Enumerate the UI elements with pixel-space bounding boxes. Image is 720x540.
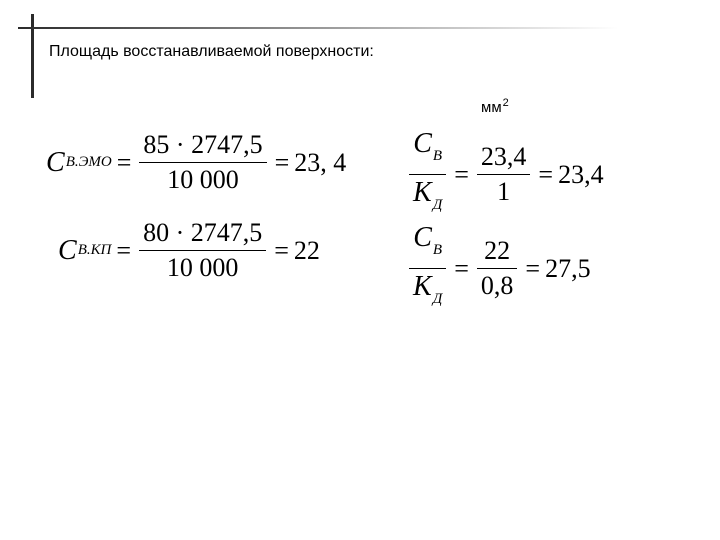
unit-text: мм [481, 99, 502, 116]
eq2-subscript: В.КП [77, 242, 112, 258]
unit-superscript: 2 [502, 97, 509, 109]
eq3-symbol-fraction [409, 128, 446, 221]
eq3-den-subscript: Д [432, 197, 443, 213]
eq3-equals: = [454, 159, 469, 189]
eq3-symbol-numerator [409, 128, 446, 174]
eq1-result: 23, 4 [294, 147, 347, 177]
eq1-fraction [139, 130, 266, 195]
eq4-denominator: 0,8 [477, 268, 518, 301]
eq3-fraction [477, 142, 531, 207]
eq4-numerator: 22 [484, 236, 511, 265]
eq4-num-symbol: C [413, 222, 432, 253]
unit-label [481, 97, 509, 116]
eq4-num-subscript: В [432, 242, 443, 258]
eq3-den-symbol: K [413, 177, 432, 208]
eq3-num-symbol: C [413, 128, 432, 159]
equation-c-v-emo [46, 130, 346, 195]
eq4-symbol-fraction [409, 222, 446, 315]
eq4-equals-result: = [525, 253, 541, 283]
eq1-equals: = [116, 147, 132, 177]
eq2-equals-result: = [274, 235, 289, 265]
eq2-fraction [139, 218, 266, 283]
eq4-symbol-numerator [409, 222, 446, 268]
eq1-denominator: 10 000 [139, 162, 266, 195]
eq1-equals-result: = [274, 147, 290, 177]
equation-cv-over-kd-2 [406, 222, 591, 315]
eq4-den-subscript: Д [432, 291, 443, 307]
eq1-symbol: C [46, 146, 65, 178]
eq2-result: 22 [293, 235, 320, 265]
decorative-horizontal-line [18, 27, 618, 29]
eq4-den-symbol: K [413, 271, 432, 302]
eq3-numerator: 23,4 [480, 142, 527, 171]
eq2-denominator: 10 000 [139, 250, 266, 283]
eq2-symbol: C [58, 234, 77, 266]
eq4-fraction [477, 236, 518, 301]
equation-cv-over-kd-1 [406, 128, 604, 221]
equation-c-v-kp [58, 218, 320, 283]
eq4-result: 27,5 [545, 253, 591, 283]
eq3-denominator: 1 [477, 174, 531, 207]
eq1-numerator: 85 · 2747,5 [143, 130, 263, 159]
eq2-numerator: 80 · 2747,5 [143, 218, 263, 247]
eq4-symbol-denominator [409, 268, 446, 315]
eq1-subscript: В.ЭМО [65, 154, 112, 170]
eq3-result: 23,4 [558, 159, 604, 189]
eq2-equals: = [116, 235, 132, 265]
eq3-symbol-denominator [409, 174, 446, 221]
eq3-num-subscript: В [432, 148, 443, 164]
eq3-equals-result: = [538, 159, 554, 189]
eq4-equals: = [454, 253, 469, 283]
slide-heading: Площадь восстанавливаемой поверхности: [49, 43, 374, 60]
